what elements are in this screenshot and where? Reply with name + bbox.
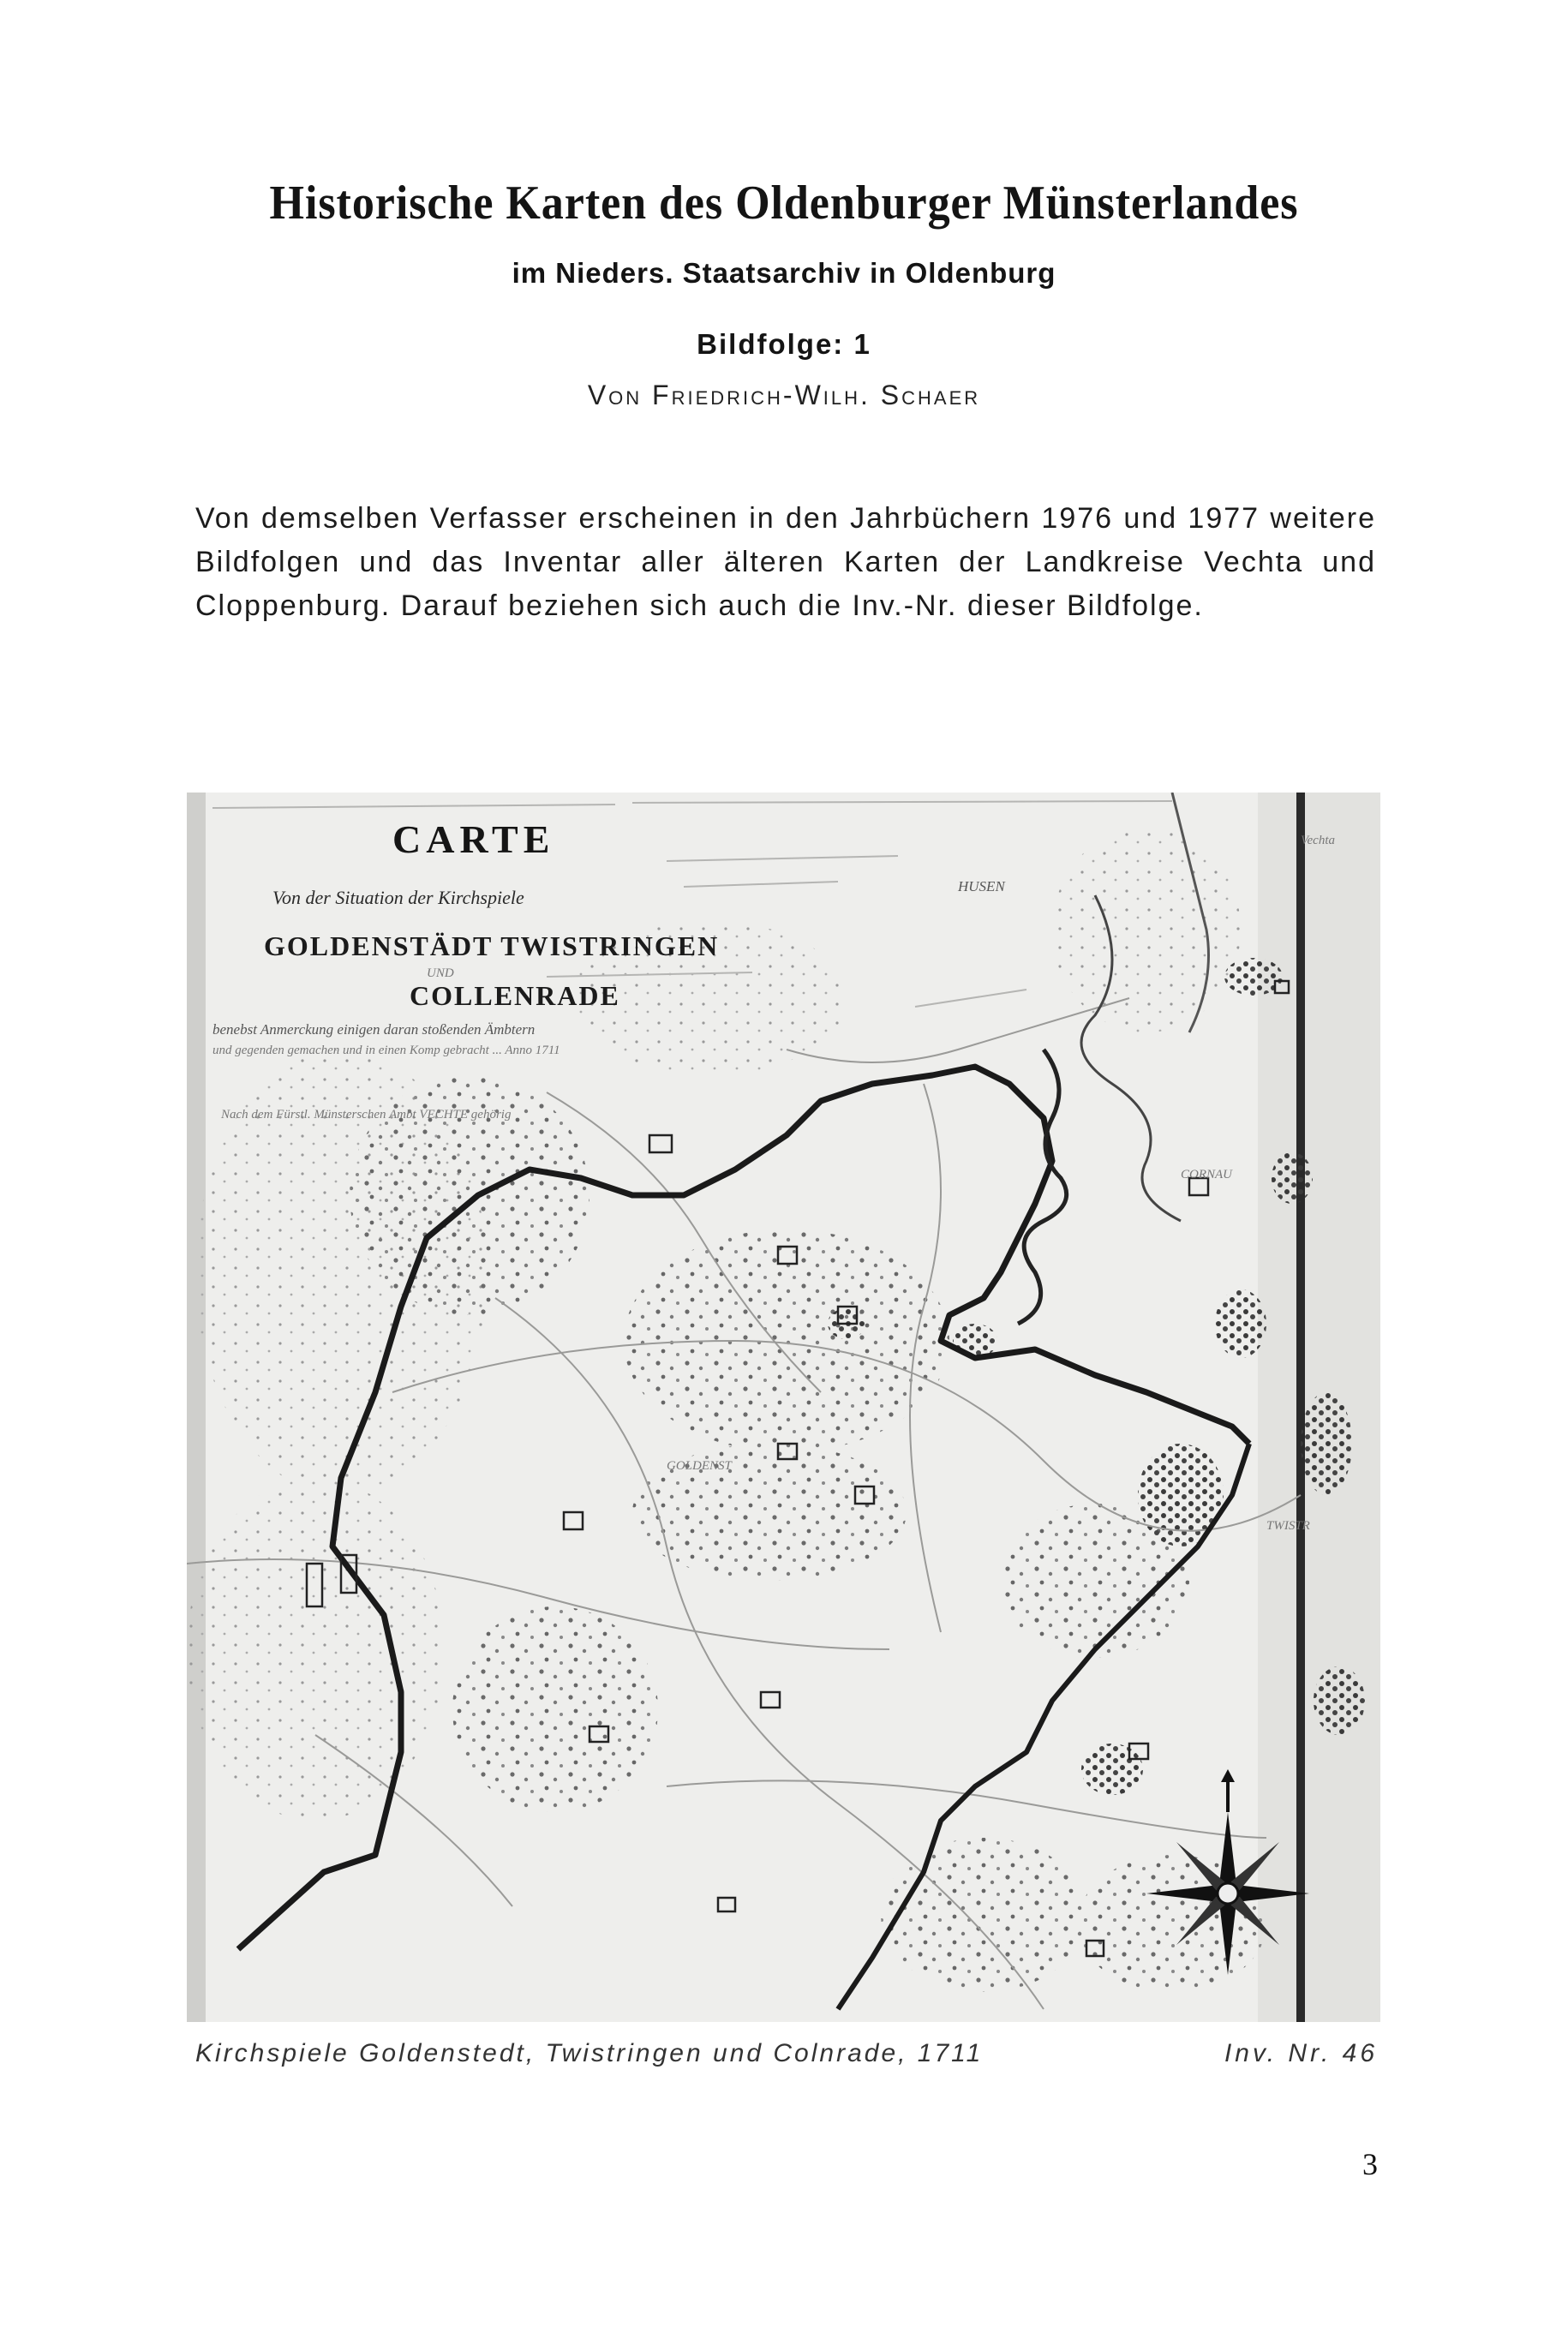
- series-label: Bildfolge: 1: [697, 328, 871, 360]
- map-note-line: benebst Anmerckung einigen daran stoßenden Ämbtern: [212, 1021, 536, 1038]
- author-line: Von Friedrich-Wilh. Schaer: [587, 380, 981, 410]
- historical-map-image: [187, 793, 1380, 2022]
- map-und: UND: [427, 966, 454, 980]
- figure-caption: Kirchspiele Goldenstedt, Twistringen und Colnrade, 1711: [195, 2039, 984, 2067]
- page-subtitle: im Nieders. Staatsarchiv in Oldenburg: [512, 257, 1056, 289]
- page-number: 3: [1362, 2147, 1378, 2181]
- map-label-husen: HUSEN: [958, 878, 1005, 894]
- map-vechte-note: Nach dem Fürstl. Münsterschen Ambt VECHTE gehörig: [221, 1108, 512, 1122]
- map-title: CARTE: [392, 817, 555, 861]
- inventory-number: Inv. Nr. 46: [1224, 2039, 1378, 2067]
- map-label-corner: Vechta: [1301, 834, 1335, 847]
- map-note-line-2: und gegenden gemachen und in einen Komp gebracht ... Anno 1711: [212, 1044, 560, 1057]
- map-colnrade: COLLENRADE: [410, 980, 620, 1011]
- map-subtitle: Von der Situation der Kirchspiele: [272, 887, 524, 908]
- intro-paragraph: Von demselben Verfasser erscheinen in den Jahrbüchern 1976 und 1977 weitere Bildfolgen und das Inventar aller älteren Karten der Landkreise Vechta und Cloppenburg. Darauf beziehen sich auch die Inv.-Nr. dieser Bildfolge.: [195, 502, 1376, 622]
- map-label-twistr: TWISTR: [1266, 1519, 1310, 1533]
- map-drawing: [187, 793, 1380, 2022]
- map-label-cornau: CORNAU: [1181, 1168, 1232, 1181]
- page-title: Historische Karten des Oldenburger Münsterlandes: [269, 176, 1299, 230]
- map-label-goldenst: GOLDENST: [667, 1459, 732, 1473]
- map-place-line: GOLDENSTÄDT TWISTRINGEN: [264, 930, 720, 961]
